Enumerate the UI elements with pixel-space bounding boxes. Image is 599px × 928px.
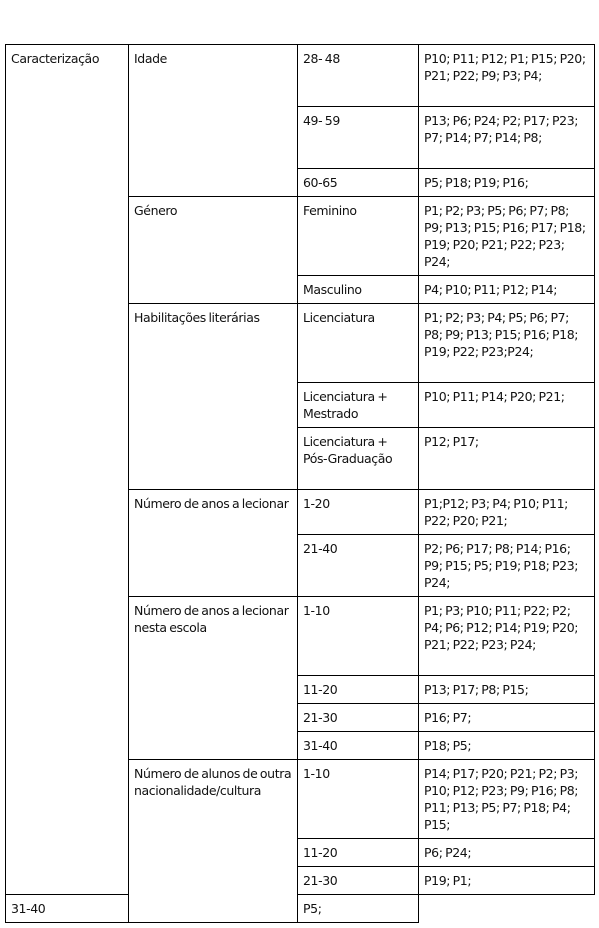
category-cell: Caracterização xyxy=(6,45,129,895)
participants-cell: P19; P1; xyxy=(419,867,595,895)
group-label-education: Habilitações literárias xyxy=(129,304,298,490)
option-cell: 11-20 xyxy=(298,676,419,704)
group-label-years-at-school: Número de anos a lecionar nesta escola xyxy=(129,597,298,760)
participants-cell: P5; P18; P19; P16; xyxy=(419,169,595,197)
option-cell: Licenciatura + Mestrado xyxy=(298,383,419,428)
group-label-foreign-students: Número de alunos de outra nacionalidade/cultura xyxy=(129,760,298,923)
participants-cell: P4; P10; P11; P12; P14; xyxy=(419,276,595,304)
participants-cell: P6; P24; xyxy=(419,839,595,867)
participants-cell: P2; P6; P17; P8; P14; P16; P9; P15; P5; P19; P18; P23; P24; xyxy=(419,535,595,597)
participants-cell: P10; P11; P14; P20; P21; xyxy=(419,383,595,428)
participants-cell: P13; P17; P8; P15; xyxy=(419,676,595,704)
participants-cell: P1; P3; P10; P11; P22; P2; P4; P6; P12; P14; P19; P20; P21; P22; P23; P24; xyxy=(419,597,595,676)
option-cell: 21-30 xyxy=(298,867,419,895)
group-label-teaching-years: Número de anos a lecionar xyxy=(129,490,298,597)
option-cell: 28- 48 xyxy=(298,45,419,107)
participants-cell: P1;P12; P3; P4; P10; P11; P22; P20; P21; xyxy=(419,490,595,535)
option-cell: 1-10 xyxy=(298,760,419,839)
participants-cell: P16; P7; xyxy=(419,704,595,732)
group-label-age: Idade xyxy=(129,45,298,197)
participants-cell: P18; P5; xyxy=(419,732,595,760)
table-row xyxy=(6,895,595,923)
participants-cell: P14; P17; P20; P21; P2; P3; P10; P12; P23; P9; P16; P8; P11; P13; P5; P7; P18; P4; P15; xyxy=(419,760,595,839)
participants-cell: P5; xyxy=(298,895,419,923)
option-cell: 60-65 xyxy=(298,169,419,197)
participants-cell: P1; P2; P3; P4; P5; P6; P7; P8; P9; P13; P15; P16; P18; P19; P22; P23;P24; xyxy=(419,304,595,383)
option-cell: Feminino xyxy=(298,197,419,276)
option-cell: Masculino xyxy=(298,276,419,304)
option-cell: 1-20 xyxy=(298,490,419,535)
option-cell: 21-40 xyxy=(298,535,419,597)
characterization-table xyxy=(5,44,595,923)
group-label-gender: Género xyxy=(129,197,298,304)
option-cell: 31-40 xyxy=(6,895,129,923)
table-row xyxy=(6,45,595,107)
participants-cell: P12; P17; xyxy=(419,428,595,490)
participants-cell: P10; P11; P12; P1; P15; P20; P21; P22; P9; P3; P4; xyxy=(419,45,595,107)
option-cell: 31-40 xyxy=(298,732,419,760)
option-cell: 1-10 xyxy=(298,597,419,676)
option-cell: 21-30 xyxy=(298,704,419,732)
option-cell: Licenciatura + Pós-Graduação xyxy=(298,428,419,490)
option-cell: 49- 59 xyxy=(298,107,419,169)
participants-cell: P13; P6; P24; P2; P17; P23; P7; P14; P7; P14; P8; xyxy=(419,107,595,169)
option-cell: Licenciatura xyxy=(298,304,419,383)
option-cell: 11-20 xyxy=(298,839,419,867)
participants-cell: P1; P2; P3; P5; P6; P7; P8; P9; P13; P15; P16; P17; P18; P19; P20; P21; P22; P23; P24; xyxy=(419,197,595,276)
